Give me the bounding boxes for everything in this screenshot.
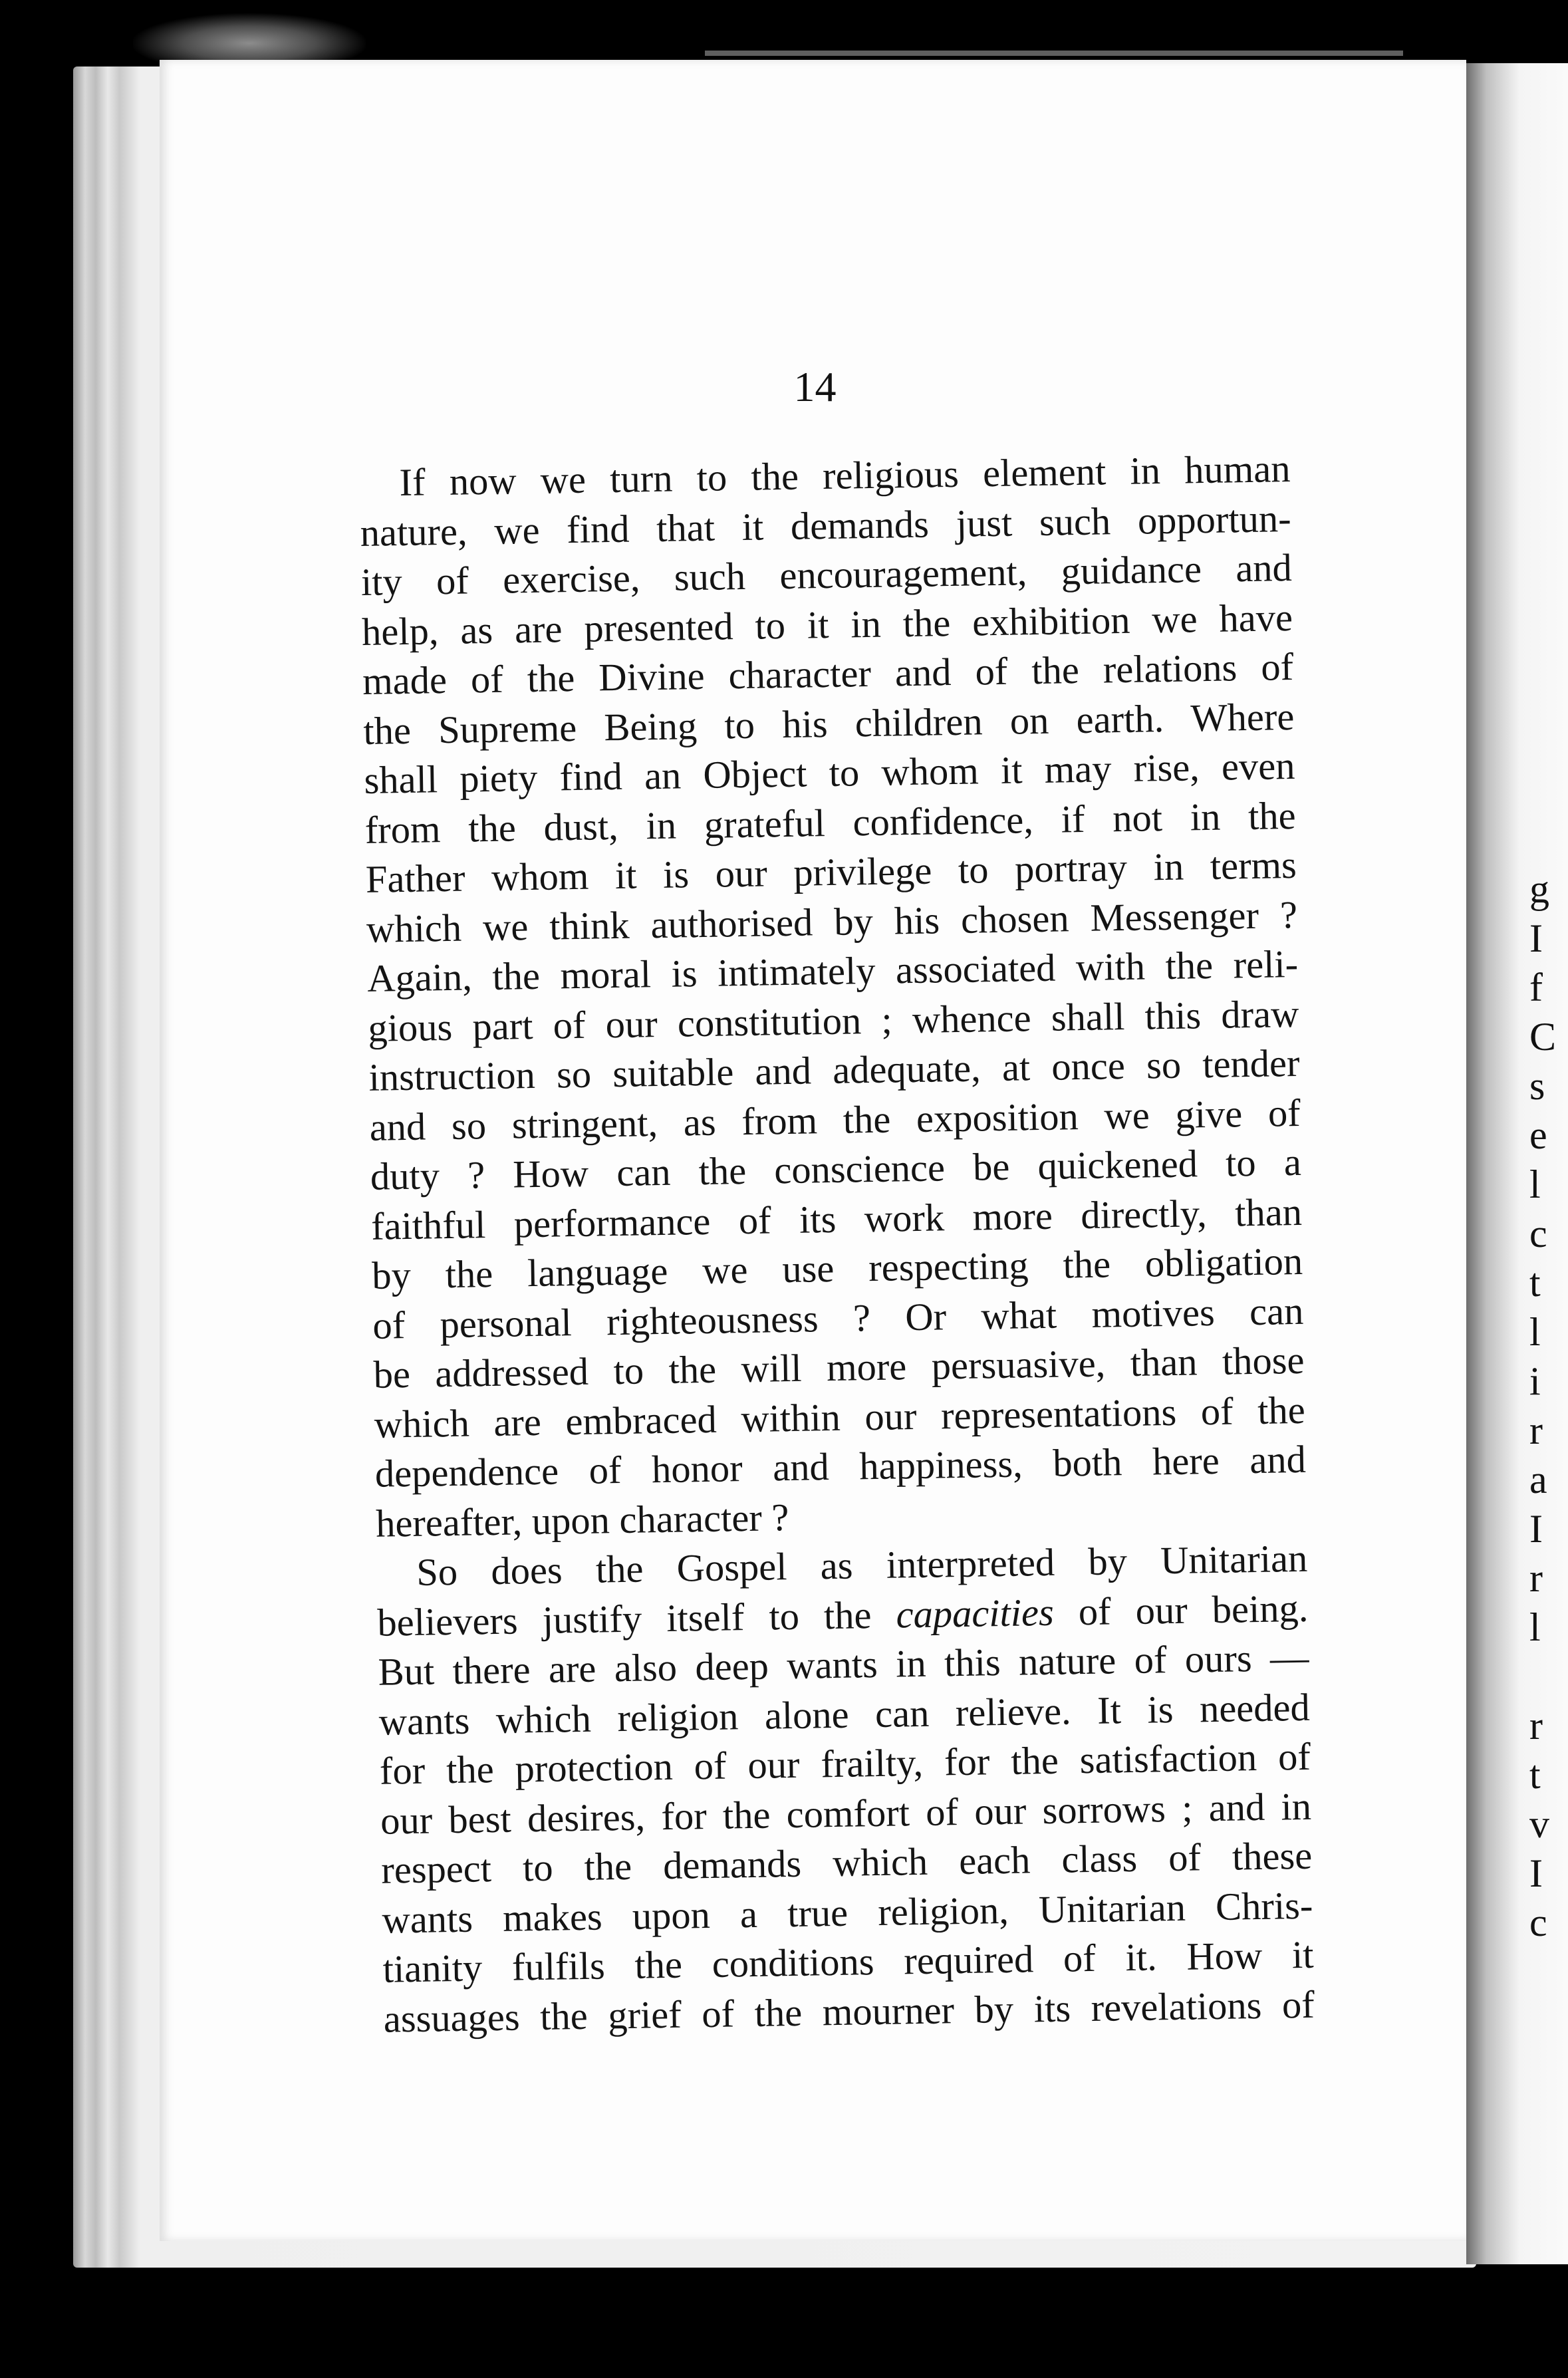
- text-line: But there are also deep wants in this nature of ours —: [378, 1635, 1309, 1694]
- text-line: faithful performance of its work more directly, than: [370, 1190, 1303, 1248]
- text-line: If now we turn to the religious element in human: [399, 447, 1291, 505]
- text-fragment: believers justify itself to the: [376, 1593, 897, 1645]
- text-line: by the language we use respecting the obligation: [371, 1239, 1303, 1297]
- text-line: duty ? How can the conscience be quickened to a: [370, 1140, 1302, 1198]
- text-line: and so stringent, as from the exposition we give of: [369, 1091, 1301, 1149]
- text-line: ity of exercise, such encouragement, guidance and: [360, 545, 1293, 604]
- text-line: our best desires, for the comfort of our sorrows ; and in: [380, 1784, 1312, 1843]
- paragraph-1: [359, 444, 1307, 1549]
- body-text: [359, 444, 1315, 2044]
- text-line: dependence of honor and happiness, both here and: [374, 1437, 1307, 1496]
- text-line: of personal righteousness ? Or what motives can: [372, 1289, 1304, 1347]
- paragraph-2: [376, 1534, 1315, 2044]
- scan-edge: [705, 51, 1403, 56]
- text-line: for the protection of our frailty, for the satisfaction of: [379, 1734, 1311, 1793]
- text-line: gious part of our constitution ; whence shall this draw: [367, 991, 1299, 1050]
- text-line: nature, we find that it demands just such opportun-: [360, 496, 1292, 555]
- page-number: 14: [793, 363, 837, 410]
- text-line: help, as are presented to it in the exhibition we have: [361, 595, 1293, 654]
- facing-page-text: g I f C s e l c t l i r a I r l r t v I c: [1529, 867, 1557, 1944]
- emphasized-word: capacities: [896, 1590, 1055, 1637]
- text-line: Again, the moral is intimately associated with the reli-: [366, 942, 1299, 1000]
- text-line: from the dust, in grateful confidence, if not in the: [364, 793, 1297, 852]
- text-line: tianity fulfils the conditions required of it. How it: [382, 1932, 1315, 1991]
- text-line: respect to the demands which each class of these: [380, 1833, 1313, 1892]
- text-line: made of the Divine character and of the relations of: [362, 644, 1294, 703]
- text-line: the Supreme Being to his children on earth. Where: [362, 694, 1295, 753]
- text-line: which we think authorised by his chosen Messenger ?: [366, 892, 1298, 951]
- book-page: [160, 60, 1466, 2241]
- text-fragment: of our being.: [1053, 1586, 1309, 1634]
- text-line: wants which religion alone can relieve. It is needed: [378, 1685, 1311, 1744]
- text-line: be addressed to the will more persuasive, than those: [373, 1338, 1305, 1396]
- text-line: wants makes upon a true religion, Unitarian Chris-: [381, 1883, 1313, 1942]
- text-line: which are embraced within our representations of the: [374, 1388, 1306, 1446]
- text-line: Father whom it is our privilege to portray in terms: [365, 843, 1297, 901]
- text-line: assuages the grief of the mourner by its revelations of: [383, 1982, 1315, 2041]
- text-line: hereafter, upon character ?: [375, 1495, 789, 1545]
- text-line: So does the Gospel as interpreted by Unitarian: [416, 1536, 1308, 1594]
- text-line: instruction so suitable and adequate, at once so tender: [368, 1041, 1300, 1099]
- text-line: shall piety find an Object to whom it may rise, even: [364, 743, 1295, 802]
